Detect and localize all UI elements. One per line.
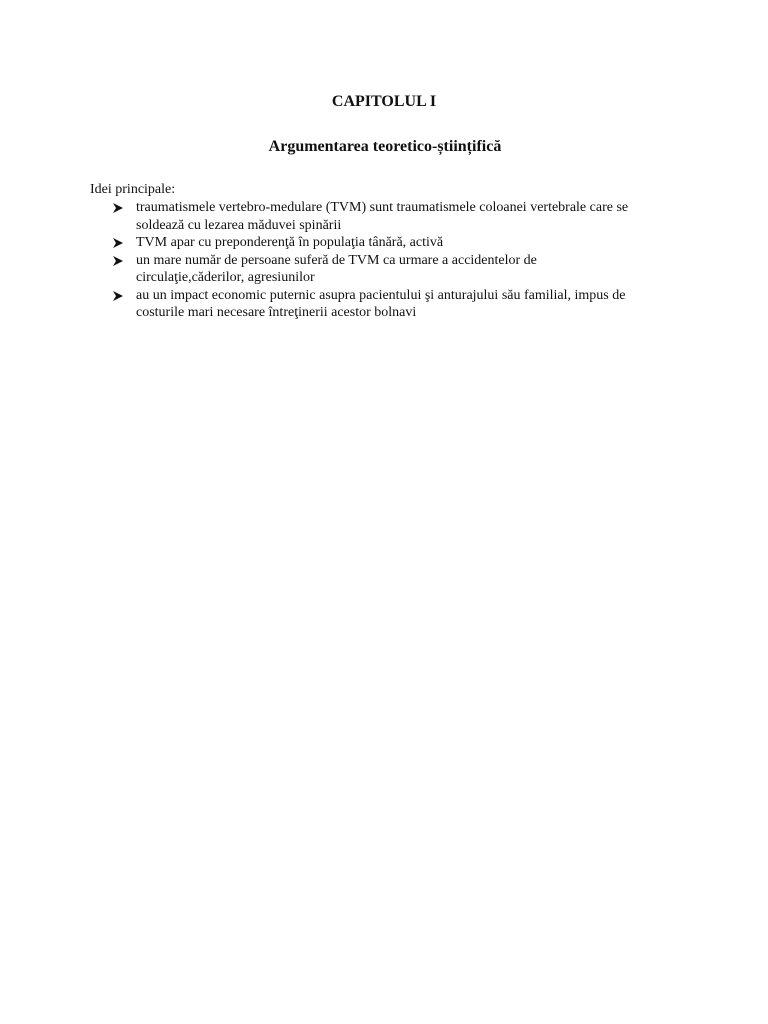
bullet-line: costurile mari necesare întreţinerii acestor bolnavi	[136, 305, 417, 320]
bullet-line: soldează cu lezarea măduvei spinării	[136, 217, 342, 233]
list-item	[112, 287, 682, 322]
arrowhead-bullet-icon	[112, 290, 124, 302]
bullet-line: circulaţie,căderilor, agresiunilor	[136, 270, 315, 285]
arrowhead-bullet-icon	[112, 202, 124, 214]
list-item	[112, 199, 682, 234]
bullet-line: un mare număr de persoane suferă de TVM ca urmare a accidentelor de	[136, 252, 537, 268]
arrowhead-bullet-icon	[112, 255, 124, 267]
bullet-list	[112, 199, 682, 322]
list-item	[112, 252, 682, 287]
chapter-heading: CAPITOLUL I	[331, 93, 437, 110]
intro-text: Idei principale:	[90, 182, 176, 197]
arrowhead-bullet-icon	[112, 237, 124, 249]
list-item	[112, 234, 682, 252]
section-title: Argumentarea teoretico-științifică	[268, 138, 502, 155]
bullet-line: au un impact economic puternic asupra pacientului şi anturajului său familial, impus de	[136, 287, 626, 303]
bullet-line: TVM apar cu preponderenţă în populaţia tânără, activă	[136, 235, 444, 250]
bullet-line: traumatismele vertebro-medulare (TVM) sunt traumatismele coloanei vertebrale care se	[136, 200, 629, 215]
